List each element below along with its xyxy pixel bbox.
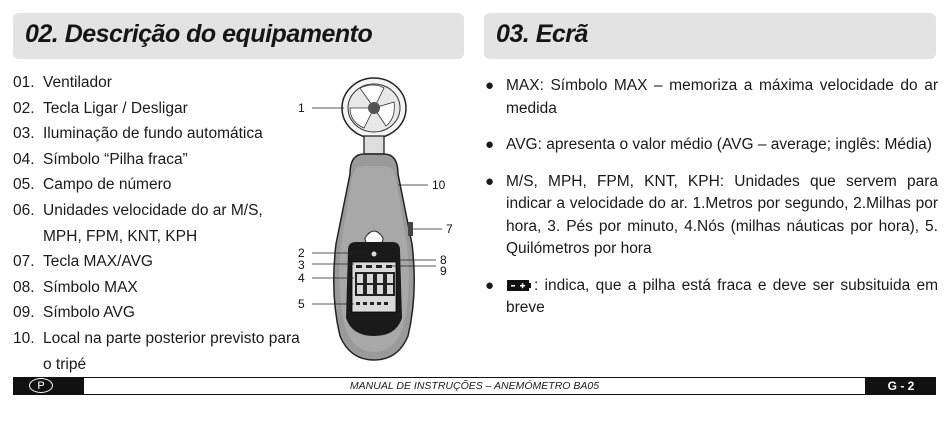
footer-title-bar bbox=[83, 377, 866, 395]
item-number: 07. bbox=[13, 253, 35, 271]
page-number: G - 2 bbox=[866, 377, 936, 395]
section-header-left bbox=[13, 13, 464, 59]
fan-head bbox=[342, 78, 406, 138]
bullet-dot: ● bbox=[485, 136, 495, 153]
bullet-dot: ● bbox=[485, 276, 495, 294]
item-number: 06. bbox=[13, 201, 35, 219]
manual-title: MANUAL DE INSTRUÇÕES – ANEMÓMETRO BA05 bbox=[349, 380, 600, 392]
item-text: Tecla MAX/AVG bbox=[43, 253, 153, 271]
list-item bbox=[13, 121, 303, 147]
item-number: 05. bbox=[13, 176, 35, 194]
item-number: 04. bbox=[13, 150, 35, 168]
screen-symbols-list bbox=[484, 75, 938, 334]
list-item bbox=[13, 249, 303, 275]
callout-10: 10 bbox=[432, 178, 446, 192]
item-text: Unidades velocidade do ar M/S, MPH, FPM, KNT, KPH bbox=[43, 201, 263, 245]
bullet-text: MAX: Símbolo MAX – memoriza a máxima velocidade do ar medida bbox=[506, 77, 938, 117]
callout-7: 7 bbox=[446, 222, 453, 236]
list-item bbox=[13, 300, 303, 326]
callout-1: 1 bbox=[298, 101, 305, 115]
item-number: 10. bbox=[13, 329, 35, 347]
item-number: 03. bbox=[13, 125, 35, 143]
list-item bbox=[484, 75, 938, 120]
callout-4: 4 bbox=[298, 271, 305, 285]
section-title-ecra: 03. Ecrã bbox=[496, 20, 588, 48]
equipment-parts-list bbox=[13, 70, 303, 377]
list-item bbox=[13, 275, 303, 301]
item-text: Campo de número bbox=[43, 176, 172, 194]
item-number: 02. bbox=[13, 99, 35, 117]
list-item bbox=[484, 171, 938, 261]
item-text: Iluminação de fundo automática bbox=[43, 125, 263, 143]
bullet-dot: ● bbox=[485, 77, 495, 94]
footer-language-tab bbox=[13, 377, 83, 395]
section-title-descricao: 02. Descrição do equipamento bbox=[25, 20, 373, 48]
list-item bbox=[13, 70, 303, 96]
item-number: 01. bbox=[13, 74, 35, 91]
callout-8: 8 bbox=[440, 253, 447, 267]
battery-icon bbox=[506, 278, 532, 292]
item-number: 08. bbox=[13, 278, 35, 296]
max-avg-button bbox=[408, 222, 413, 236]
callout-5: 5 bbox=[298, 297, 305, 311]
item-number: 09. bbox=[13, 304, 35, 322]
bullet-dot: ● bbox=[485, 172, 495, 190]
list-item bbox=[13, 96, 303, 122]
list-item bbox=[484, 134, 938, 157]
item-text: Símbolo AVG bbox=[43, 304, 135, 322]
item-text: Tecla Ligar / Desligar bbox=[43, 99, 188, 117]
list-item bbox=[13, 326, 303, 377]
section-header-right bbox=[484, 13, 936, 59]
list-item bbox=[13, 198, 303, 249]
bullet-text: AVG: apresenta o valor médio (AVG – average; inglês: Média) bbox=[506, 136, 932, 153]
page-footer bbox=[13, 377, 936, 395]
callout-9: 9 bbox=[440, 264, 447, 278]
callout-2: 2 bbox=[298, 246, 305, 260]
bullet-text: : indica, que a pilha está fraca e deve ser subsituida em breve bbox=[506, 276, 938, 316]
language-badge: P bbox=[29, 378, 53, 393]
list-item bbox=[13, 147, 303, 173]
item-text: Local na parte posterior previsto para o tripé bbox=[43, 329, 300, 373]
item-text: Símbolo MAX bbox=[43, 278, 138, 296]
list-item bbox=[13, 172, 303, 198]
item-text: Símbolo “Pilha fraca” bbox=[43, 150, 188, 168]
list-item bbox=[484, 275, 938, 320]
anemometer-diagram bbox=[292, 74, 472, 364]
callout-3: 3 bbox=[298, 258, 305, 272]
item-text: Ventilador bbox=[43, 74, 112, 91]
bullet-text: M/S, MPH, FPM, KNT, KPH: Unidades que servem para indicar a velocidade do ar. 1.Metros por segundo, 2.Milhas por hora, 3. Pés por minuto, 4.Nós (milhas náuticas por hora), 5. Quilómetros por hora bbox=[506, 172, 938, 257]
